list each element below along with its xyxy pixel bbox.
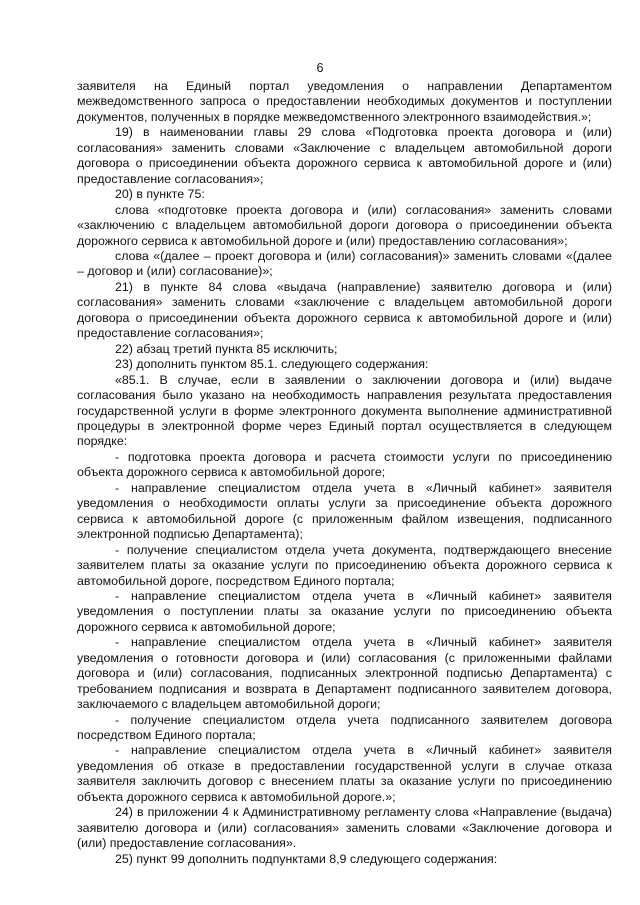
- paragraph-85-1: «85.1. В случае, если в заявлении о заключении договора и (или) выдаче согласования было указано на необходимость направления результата предоставления государственной услуги в форме электронного документа выполнение административной процедуры в электронной форме через Единый портал осуществляется в следующем порядке:: [77, 372, 612, 449]
- paragraph-item-23: 23) дополнить пунктом 85.1. следующего содержания:: [115, 357, 429, 372]
- document-body: [77, 79, 612, 867]
- paragraph-item-21: 21) в пункте 84 слова «выдача (направление) заявителю договора и (или) согласования» заменить словами «заключение с владельцем автомобильной дороги договора о присоединении объекта дорожного сервиса к автомобильной дороге и (или) предоставление согласования»;: [77, 279, 612, 341]
- list-item: - направление специалистом отдела учета в «Личный кабинет» заявителя уведомления об отказе в предоставлении государственной услуги в случае отказа заявителя заключить договор с внесением платы за оказание услуги по присоединению объекта дорожного сервиса к автомобильной дороге.»;: [77, 743, 612, 804]
- paragraph-item-19: 19) в наименовании главы 29 слова «Подготовка проекта договора и (или) согласования» заменить словами «Заключение с владельцем автомобильной дороги договора о присоединении объекта дорожного сервиса к автомобильной дороге и (или) предоставление согласования»;: [77, 125, 612, 186]
- list-item: - подготовка проекта договора и расчета стоимости услуги по присоединению объекта дорожного сервиса к автомобильной дороге;: [77, 449, 612, 480]
- page-number: 6: [316, 61, 324, 75]
- paragraph-item-24: 24) в приложении 4 к Административному регламенту слова «Направление (выдача) заявителю договора и (или) согласования» заменить словами «Заключение договора и (или) предоставление согласования».: [77, 805, 612, 851]
- paragraph-item-20: 20) в пункте 75:: [115, 187, 205, 202]
- list-item: - направление специалистом отдела учета в «Личный кабинет» заявителя уведомления о поступлении платы за оказание услуги по присоединению объекта дорожного сервиса к автомобильной дороге;: [77, 588, 612, 634]
- paragraph-continuation: заявителя на Единый портал уведомления о направлении Департаментом межведомственного запроса о предоставлении необходимых документов и поступлении документов, полученных в порядке межведомственного электронного взаимодействия.»;: [77, 79, 612, 124]
- paragraph-item-20-sub-2: слова «(далее – проект договора и (или) согласования)» заменить словами «(далее – договор и (или) согласование)»;: [77, 248, 612, 279]
- paragraph-item-22: 22) абзац третий пункта 85 исключить;: [115, 341, 338, 356]
- list-item: - направление специалистом отдела учета в «Личный кабинет» заявителя уведомления о необходимости оплаты услуги за присоединение объекта дорожного сервиса к автомобильной дороге (с приложенным файлом извещения, подписанного электронной подписью Департамента);: [77, 480, 612, 542]
- paragraph-item-25: 25) пункт 99 дополнить подпунктами 8,9 следующего содержания:: [115, 851, 498, 866]
- list-item: - направление специалистом отдела учета в «Личный кабинет» заявителя уведомления о готовности договора и (или) согласования (с приложенными файлами договора и (или) согласования, подписанных электронной подписью Департамента) с требованием подписания и возврата в Департамент подписанного заявителем договора, заключаемого с владельцем автомобильной дороги;: [77, 635, 612, 712]
- list-item: - получение специалистом отдела учета документа, подтверждающего внесение заявителем платы за оказание услуги по присоединению объекта дорожного сервиса к автомобильной дороге, посредством Единого портала;: [77, 542, 612, 588]
- paragraph-item-20-sub-1: слова «подготовке проекта договора и (или) согласования» заменить словами «заключению с владельцем автомобильной дороги договора о присоединении объекта дорожного сервиса к автомобильной дороге и (или) предоставлению согласования»;: [77, 202, 612, 248]
- list-item: - получение специалистом отдела учета подписанного заявителем договора посредством Единого портала;: [77, 712, 612, 743]
